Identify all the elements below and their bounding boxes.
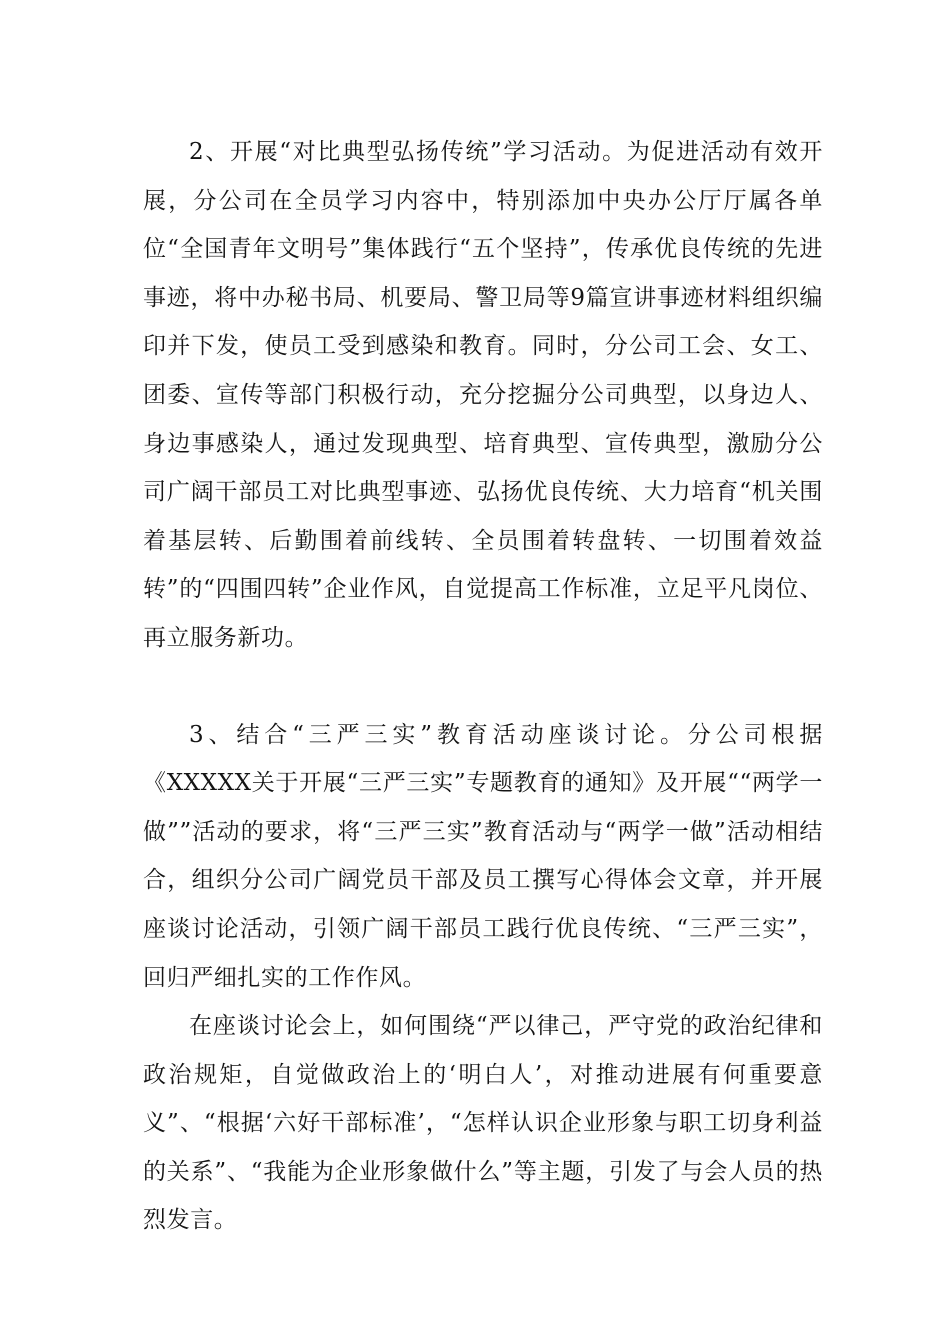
paragraph-discussion-meeting: 在座谈讨论会上，如何围绕“严以律己，严守党的政治纪律和政治规矩，自觉做政治上的‘明白人’，对推动进展有何重要意义”、“根据‘六好干部标准’，“怎样认识企业形象与职工切身利益的关系”、“我能为企业形象做什么”等主题，引发了与会人员的热烈发言。	[143, 1013, 823, 1234]
paragraph-study-activity: 2、开展“对比典型弘扬传统”学习活动。为促进活动有效开展，分公司在全员学习内容中，特别添加中央办公厅厅属各单位“全国青年文明号”集体践行“五个坚持”，传承优良传统的先进事迹，将中办秘书局、机要局、警卫局等9篇宣讲事迹材料组织编印并下发，使员工受到感染和教育。同时，分公司工会、女工、团委、宣传等部门积极行动，充分挖掘分公司典型，以身边人、身边事感染人，通过发现典型、培育典型、宣传典型，激励分公司广阔干部员工对比典型事迹、弘扬优良传统、大力培育“机关围着基层转、后勤围着前线转、全员围着转盘转、一切围着效益转”的“四围四转”企业作风，自觉提高工作标准，立足平凡岗位、再立服务新功。	[143, 139, 823, 651]
document-body	[143, 128, 823, 1245]
paragraph-three-strict-discussion: 3、结合“三严三实”教育活动座谈讨论。分公司根据《XXXXX关于开展“三严三实”专题教育的通知》及开展““两学一做””活动的要求，将“三严三实”教育活动与“两学一做”活动相结合，组织分公司广阔党员干部及员工撰写心得体会文章，并开展座谈讨论活动，引领广阔干部员工践行优良传统、“三严三实”，回归严细扎实的工作作风。	[143, 721, 823, 991]
